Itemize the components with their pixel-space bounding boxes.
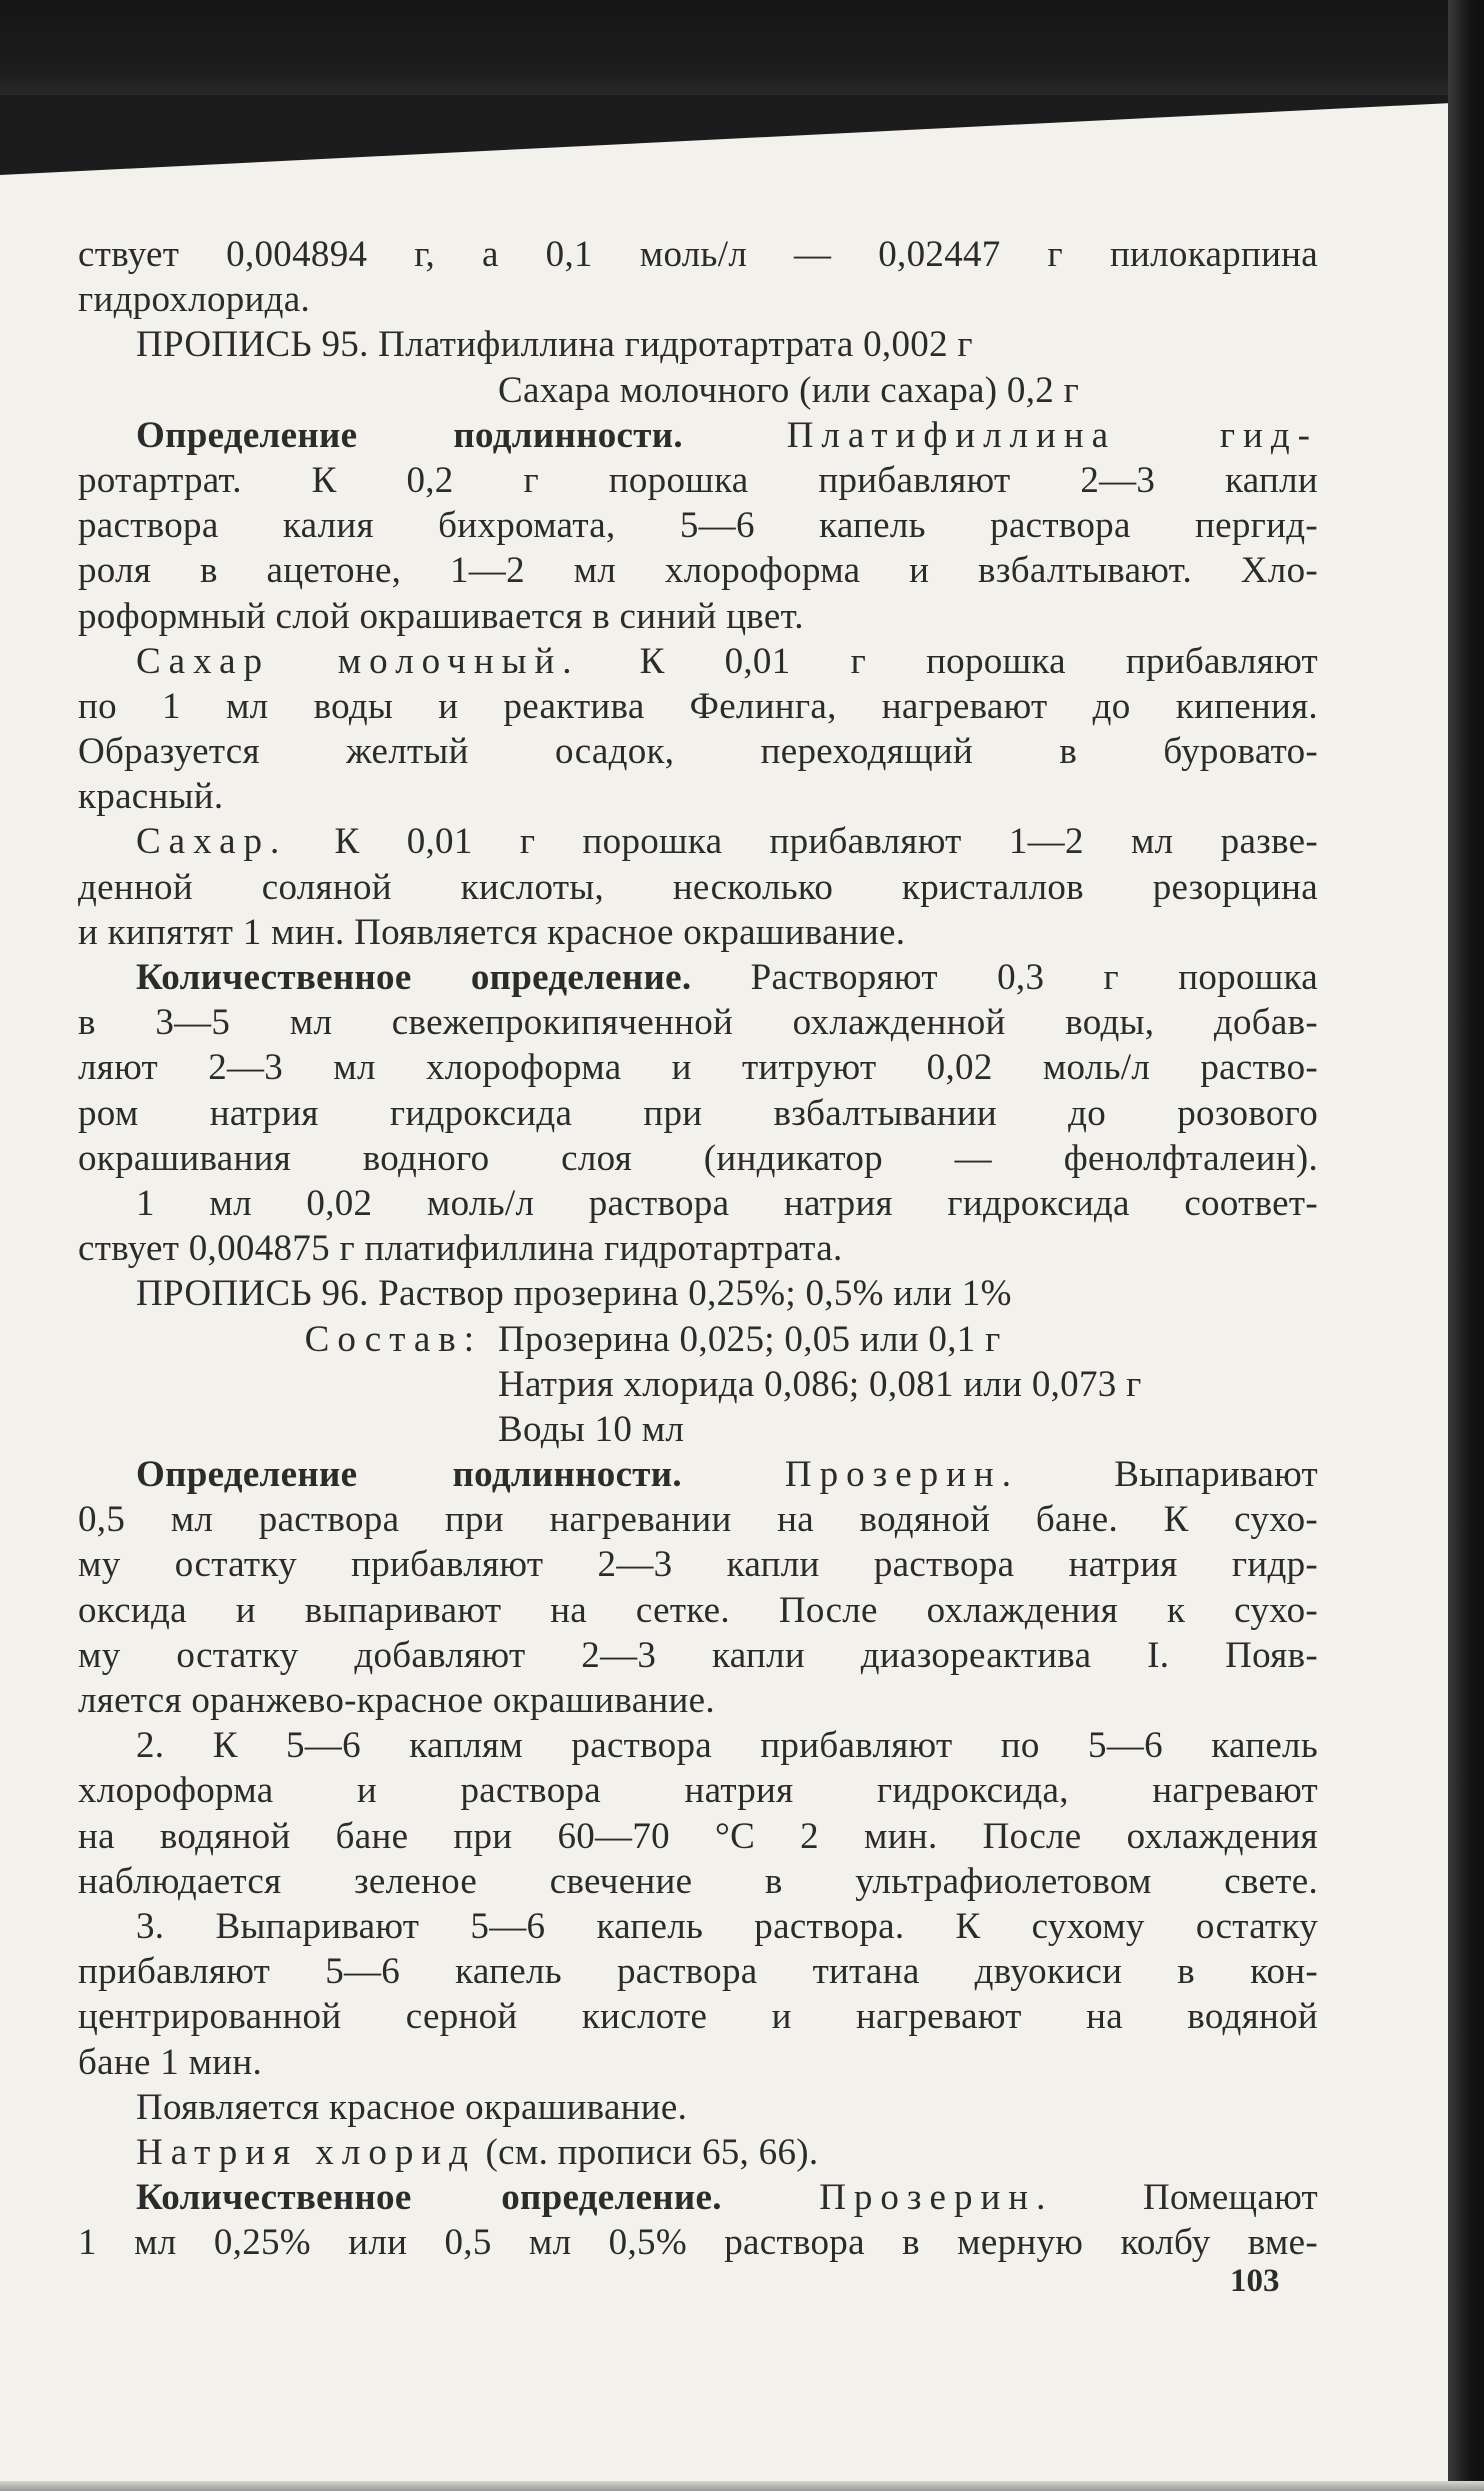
text-line: ствует 0,004894 г, а 0,1 моль/л — 0,02447 г пилокарпина — [78, 234, 1318, 275]
section-label: Определение подлинности. — [136, 1454, 682, 1496]
section-label: Количественное определение. — [136, 2177, 722, 2219]
text-line: 2. К 5—6 каплям раствора прибавляют по 5—6 капель — [136, 1725, 1318, 1767]
substance-name: Прозерин. — [681, 1454, 1019, 1496]
text-run: К 0,01 г порошка прибавляют 1—2 мл разве- — [287, 821, 1318, 863]
text-line — [78, 639, 1318, 684]
substance-name: Сахар молочный. — [136, 640, 580, 682]
substance-name: Прозерин. — [721, 2177, 1054, 2219]
text-line: хлороформа и раствора натрия гидроксида, нагревают — [78, 1770, 1318, 1812]
recipe-heading-95: ПРОПИСЬ 95. Платифиллина гидротартрата 0,002 г — [136, 324, 973, 366]
text-line — [78, 955, 1318, 1000]
text-run: Помещают — [1053, 2177, 1318, 2219]
text-line: и кипятят 1 мин. Появляется красное окрашивание. — [78, 911, 906, 953]
text-line: окрашивания водного слоя (индикатор — фенолфталеин). — [78, 1137, 1318, 1179]
text-line: роля в ацетоне, 1—2 мл хлороформа и взбалтывают. Хло- — [78, 550, 1318, 592]
text-line — [78, 2175, 1318, 2220]
recipe-title: Раствор прозерина 0,25%; 0,5% или 1% — [378, 1273, 1012, 1315]
text-line: бане 1 мин. — [78, 2041, 263, 2083]
text-run: Выпаривают — [1018, 1454, 1318, 1496]
text-line: в 3—5 мл свежепрокипяченной охлажденной воды, добав- — [78, 1002, 1318, 1044]
recipe-number: ПРОПИСЬ 96. — [136, 1273, 369, 1315]
text-line: 1 мл 0,02 моль/л раствора натрия гидроксида соответ- — [136, 1182, 1318, 1224]
section-label: Количественное определение. — [136, 957, 692, 998]
text-line: ром натрия гидроксида при взбалтывании до розового — [78, 1092, 1318, 1134]
text-line: му остатку прибавляют 2—3 капли раствора натрия гидр- — [78, 1544, 1318, 1586]
text-run: (см. прописи 65, 66). — [475, 2131, 819, 2173]
composition-item: Воды 10 мл — [498, 1408, 685, 1450]
text-line: Образуется желтый осадок, переходящий в буровато- — [78, 731, 1318, 773]
substance-name: Сахар. — [136, 821, 288, 863]
scan-edge-bottom — [0, 2481, 1484, 2491]
book-page-text — [78, 232, 1318, 2265]
text-line: раствора калия бихромата, 5—6 капель раствора пергид- — [78, 505, 1318, 547]
text-line: прибавляют 5—6 капель раствора титана двуокиси в кон- — [78, 1951, 1318, 1993]
text-line — [78, 819, 1318, 864]
composition-item: Натрия хлорида 0,086; 0,081 или 0,073 г — [498, 1363, 1142, 1405]
text-run: Растворяют 0,3 г порошка — [691, 957, 1318, 998]
text-line: ляют 2—3 мл хлороформа и титруют 0,02 моль/л раство- — [78, 1047, 1318, 1089]
text-line: оксида и выпаривают на сетке. После охлаждения к сухо- — [78, 1589, 1318, 1631]
text-line — [78, 1452, 1318, 1497]
text-line — [78, 2130, 1318, 2175]
text-line: по 1 мл воды и реактива Фелинга, нагревают до кипения. — [78, 685, 1318, 727]
text-line: денной соляной кислоты, несколько кристаллов резорцина — [78, 866, 1318, 908]
text-run: К 0,01 г порошка прибавляют — [579, 640, 1318, 682]
scan-shadow-right — [1448, 0, 1484, 2491]
section-label: Определение подлинности. — [136, 414, 683, 456]
text-line: Появляется красное окрашивание. — [136, 2086, 688, 2128]
text-line: гидрохлорида. — [78, 279, 311, 321]
composition-row — [78, 1317, 1318, 1362]
page-number: 103 — [1230, 2263, 1280, 2299]
recipe-ingredient: Сахара молочного (или сахара) 0,2 г — [498, 369, 1080, 411]
text-line: наблюдается зеленое свечение в ультрафиолетовом свете. — [78, 1860, 1318, 1902]
text-line: на водяной бане при 60—70 °С 2 мин. После охлаждения — [78, 1815, 1318, 1857]
scan-shadow-wedge — [0, 95, 1484, 175]
substance-name: Платифиллина гид- — [682, 414, 1318, 456]
composition-label: Состав: — [304, 1318, 482, 1360]
text-line: красный. — [78, 776, 224, 818]
text-line: ляется оранжево-красное окрашивание. — [78, 1680, 715, 1721]
recipe-heading-96 — [78, 1271, 1318, 1316]
text-line: ротартрат. К 0,2 г порошка прибавляют 2—3 капли — [78, 459, 1318, 501]
text-line: центрированной серной кислоте и нагревают на водяной — [78, 1996, 1318, 2038]
text-line: му остатку добавляют 2—3 капли диазореактива I. Появ- — [78, 1634, 1318, 1676]
scan-shadow-top — [0, 0, 1484, 100]
composition-item: Прозерина 0,025; 0,05 или 0,1 г — [498, 1318, 1001, 1360]
substance-name: Натрия хлорид — [136, 2131, 476, 2173]
text-line: 0,5 мл раствора при нагревании на водяной бане. К сухо- — [78, 1499, 1318, 1541]
text-line: роформный слой окрашивается в синий цвет. — [78, 595, 804, 637]
text-line: ствует 0,004875 г платифиллина гидротартрата. — [78, 1228, 843, 1270]
text-line: 3. Выпаривают 5—6 капель раствора. К сухому остатку — [136, 1905, 1318, 1947]
text-line: 1 мл 0,25% или 0,5 мл 0,5% раствора в мерную колбу вме- — [78, 2222, 1318, 2264]
text-line — [78, 413, 1318, 458]
